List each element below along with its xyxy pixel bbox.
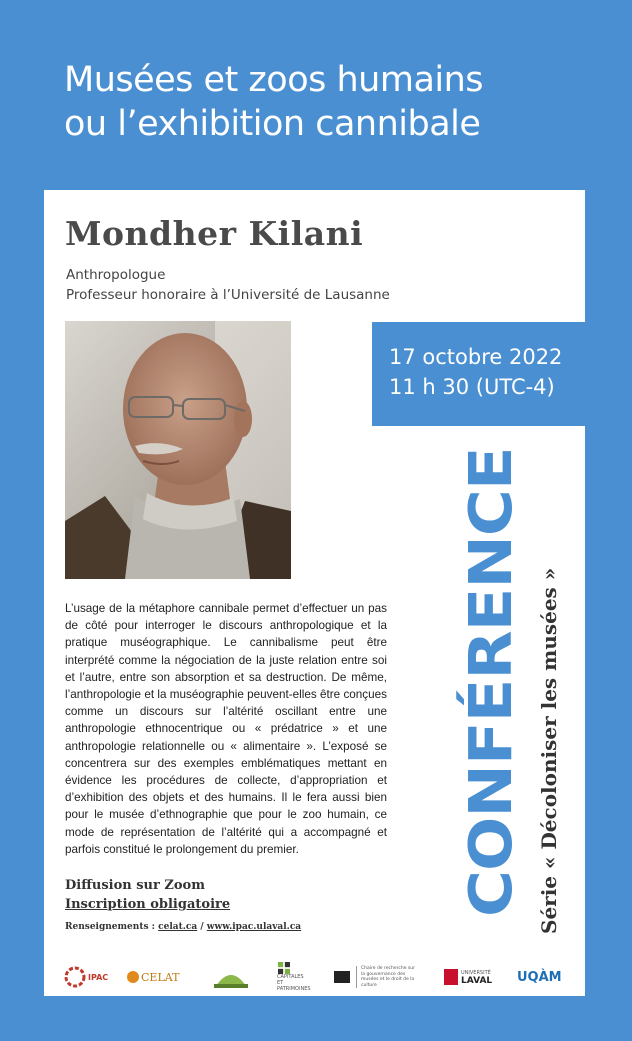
abstract-text: L’usage de la métaphore cannibale permet d’effectuer un pas de côté pour interroger le discours anthropologique et la pratique muséographique. Le cannibalisme peut être interprété comme la négociation de la juste relation entre soi et l’autre, entre son absorption et sa destruction. De même, l’anthropologie et la muséographie peuvent-elles être conçues comme un discours sur l’altérité oscillant entre une anthropologie ethnocentrique ou « prédatrice » et une anthropologie relationnelle ou « alimentaire ». L’exposé se concentrera sur des exemples emblématiques mettant en évidence les procédures de collecte, d’appropriation et d’exhibition des objets et des humains. Il le fera aussi bien pour le musée d’ethnographie que pour le zoo humain, ce mode de représentation de l’altérité qui a accompagné et parfois constitué le prolongement du premier.: [65, 602, 387, 856]
event-time: 11 h 30 (UTC-4): [389, 375, 555, 399]
contact-label: Renseignements :: [65, 922, 155, 932]
registration-link[interactable]: Inscription obligatoire: [65, 897, 231, 912]
speaker-role-line-1: Anthropologue: [66, 267, 166, 283]
contact-info: [65, 922, 301, 932]
speaker-role: [66, 265, 390, 305]
laval-logo-icon: [444, 969, 458, 985]
speaker-portrait-illustration: [65, 321, 291, 579]
chaire-logo: Chaire de recherche sur la gouvernance des musées et le droit de la culture: [334, 962, 419, 992]
event-date-box: [372, 322, 586, 426]
ipac-logo: IPAC: [64, 962, 108, 992]
celat-logo-icon: [127, 971, 139, 983]
diffusion-zoom: Diffusion sur Zoom: [65, 878, 205, 893]
contact-separator: /: [200, 922, 204, 932]
speaker-photo: [65, 321, 291, 579]
title-line-1: Musées et zoos humains: [64, 60, 484, 100]
capitales-patrimoines-logo: CAPITALES ET PATRIMOINES: [277, 962, 307, 992]
celat-logo: CELAT: [127, 962, 179, 992]
title-line-2: ou l’exhibition cannibale: [64, 104, 481, 144]
series-vertical-label: Série « Décoloniser les musées »: [537, 567, 561, 934]
capitales-logo-icon: [277, 962, 291, 974]
partner-logos: [62, 962, 572, 994]
centre-logo-icon: [212, 964, 250, 990]
event-date: 17 octobre 2022: [389, 345, 563, 369]
chaire-logo-icon: [334, 971, 350, 983]
ipac-logo-icon: [64, 966, 86, 988]
speaker-name: Mondher Kilani: [65, 214, 364, 253]
poster-title: [64, 58, 604, 146]
conference-vertical-label: CONFÉRENCE: [457, 447, 526, 917]
celat-link[interactable]: celat.ca: [158, 922, 198, 932]
laval-logo: UNIVERSITÉ LAVAL: [444, 962, 492, 992]
speaker-role-line-2: Professeur honoraire à l’Université de Lausanne: [66, 287, 390, 303]
diffusion-info: [65, 876, 230, 914]
ipac-link[interactable]: www.ipac.ulaval.ca: [206, 922, 302, 932]
uqam-logo: UQÀM: [517, 969, 562, 985]
centre-logo: [212, 962, 250, 992]
